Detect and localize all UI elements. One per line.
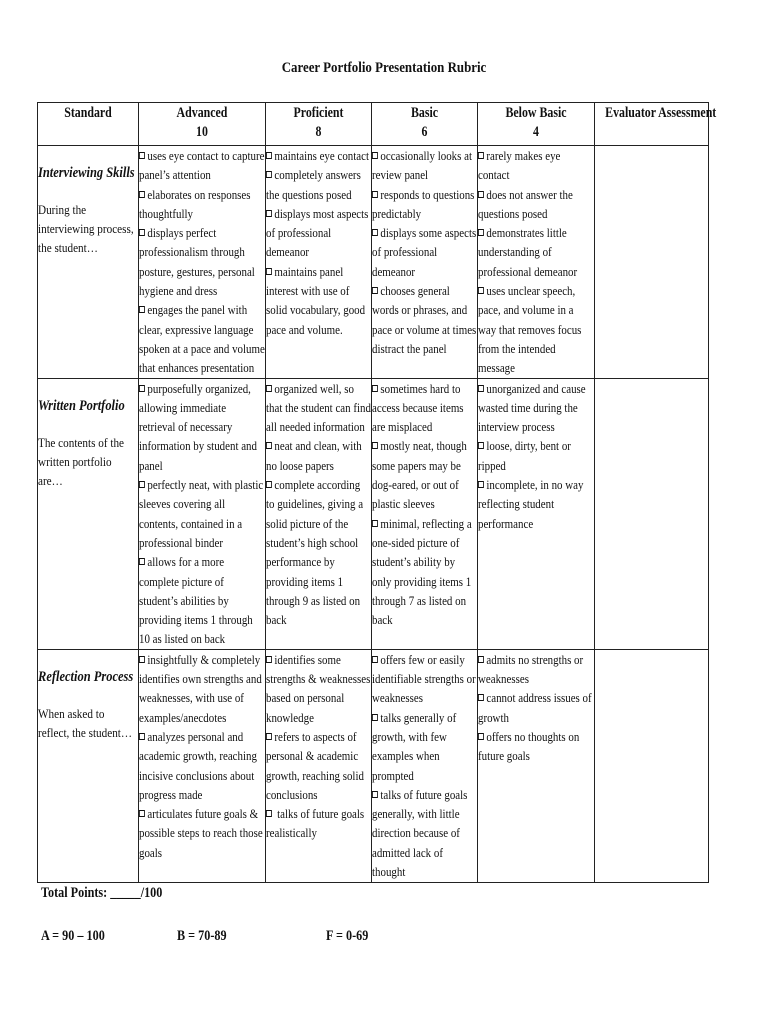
criterion-item (139, 146, 265, 185)
checkbox-icon (139, 656, 145, 663)
below-basic-criteria-cell (478, 378, 595, 649)
criterion-text: complete according to guidelines, giving a solid picture of the student’s high school performance by providing items 1 through 9 as listed on back (266, 477, 364, 628)
standard-title: Interviewing Skills (38, 165, 135, 181)
criterion-item (266, 650, 371, 727)
criterion-text: demonstrates little understanding of professional demeanor (478, 225, 578, 279)
criterion-text: displays some aspects of professional demeanor (372, 225, 477, 279)
checkbox-icon (139, 385, 145, 392)
criteria-list (478, 379, 594, 533)
checkbox-icon (372, 385, 378, 392)
advanced-criteria-cell (139, 649, 266, 882)
criterion-item (478, 223, 594, 281)
criterion-item (478, 281, 594, 377)
criteria-list (478, 146, 594, 378)
criterion-item (139, 185, 265, 224)
criteria-list (372, 650, 477, 882)
criterion-item (266, 804, 371, 843)
criterion-text: occasionally looks at review panel (372, 148, 472, 183)
criterion-item (372, 708, 477, 785)
criteria-list (139, 146, 265, 378)
criterion-item (139, 223, 265, 300)
criteria-list (372, 146, 477, 358)
checkbox-icon (372, 152, 378, 159)
standard-title: Written Portfolio (38, 397, 125, 414)
criterion-item (266, 204, 371, 262)
criterion-item (139, 727, 265, 804)
checkbox-icon (478, 481, 484, 488)
checkbox-icon (266, 268, 272, 275)
criterion-text: incomplete, in no way reflecting student performance (478, 477, 584, 531)
criterion-item (372, 379, 477, 437)
grade-b: B = 70-89 (177, 928, 227, 944)
criteria-list (478, 650, 594, 766)
criterion-text: offers few or easily identifiable strengths or weaknesses (372, 651, 476, 706)
checkbox-icon (372, 287, 378, 294)
row-reflection-process (38, 649, 709, 882)
checkbox-icon (266, 810, 272, 817)
criterion-item (372, 436, 477, 513)
criterion-text: articulates future goals & possible steps to reach those goals (139, 806, 263, 860)
checkbox-icon (266, 152, 272, 159)
criterion-item (372, 185, 477, 224)
criterion-item (372, 785, 477, 881)
proficient-criteria-cell (266, 378, 372, 649)
checkbox-icon (266, 385, 272, 392)
criterion-text: identifies some strengths & weaknesses based on personal knowledge (266, 651, 371, 725)
criterion-text: responds to questions predictably (372, 186, 475, 221)
checkbox-icon (139, 810, 145, 817)
row-written-portfolio (38, 378, 709, 649)
header-evaluator-assessment: Evaluator Assessment (595, 103, 709, 146)
row-interviewing-skills (38, 146, 709, 379)
criterion-text: loose, dirty, bent or ripped (478, 438, 571, 473)
criterion-item (478, 436, 594, 475)
rubric-table (37, 102, 717, 883)
criteria-list (372, 379, 477, 630)
criterion-text: does not answer the questions posed (478, 186, 573, 221)
criterion-text: organized well, so that the student can find all needed information (266, 380, 371, 435)
criterion-item (478, 727, 594, 766)
checkbox-icon (478, 656, 484, 663)
criterion-text: engages the panel with clear, expressive language spoken at a pace and volume that enhances presentation (139, 302, 265, 376)
criterion-item (478, 185, 594, 224)
criterion-item (478, 379, 594, 437)
criterion-item (478, 146, 594, 185)
criterion-text: uses eye contact to capture panel’s attention (139, 148, 265, 183)
standard-cell (38, 649, 139, 882)
standard-description: The contents of the written portfolio are… (38, 434, 124, 488)
checkbox-icon (372, 191, 378, 198)
checkbox-icon (478, 287, 484, 294)
checkbox-icon (478, 442, 484, 449)
criterion-item (266, 727, 371, 804)
standard-cell (38, 378, 139, 649)
checkbox-icon (372, 442, 378, 449)
criterion-text: elaborates on responses thoughtfully (139, 186, 251, 221)
checkbox-icon (372, 714, 378, 721)
checkbox-icon (139, 481, 145, 488)
criterion-item (372, 146, 477, 185)
header-proficient: Proficient 8 (266, 103, 372, 146)
criterion-item (266, 262, 371, 339)
criteria-list (139, 379, 265, 649)
checkbox-icon (139, 306, 145, 313)
document-title: Career Portfolio Presentation Rubric (281, 60, 487, 76)
total-points: Total Points: _____/100 (41, 885, 163, 901)
criterion-text: minimal, reflecting a one-sided picture of student’s ability by only providing items 1 through 7 as listed on back (372, 515, 472, 628)
criterion-item (266, 146, 371, 165)
criterion-item (266, 165, 371, 204)
checkbox-icon (266, 442, 272, 449)
criterion-item (266, 475, 371, 629)
basic-criteria-cell (372, 649, 478, 882)
header-row (38, 103, 709, 146)
checkbox-icon (372, 656, 378, 663)
criterion-text: insightfully & completely identifies own strengths and weaknesses, with use of examples/anecdotes (139, 651, 262, 725)
criterion-text: neat and clean, with no loose papers (266, 438, 362, 473)
checkbox-icon (266, 171, 272, 178)
below-basic-criteria-cell (478, 649, 595, 882)
advanced-criteria-cell (139, 378, 266, 649)
basic-criteria-cell (372, 146, 478, 379)
criterion-text: unorganized and cause wasted time during the interview process (478, 380, 586, 435)
below-basic-criteria-cell (478, 146, 595, 379)
proficient-criteria-cell (266, 649, 372, 882)
criteria-list (266, 650, 371, 843)
criterion-item (139, 475, 265, 552)
criterion-text: talks of future goals realistically (266, 806, 365, 841)
grade-a: A = 90 – 100 (41, 928, 105, 944)
criterion-text: displays most aspects of professional demeanor (266, 205, 369, 260)
checkbox-icon (139, 733, 145, 740)
header-standard: Standard (38, 103, 139, 146)
checkbox-icon (266, 656, 272, 663)
criterion-text: uses unclear speech, pace, and volume in a way that removes focus from the intended message (478, 283, 582, 376)
criteria-list (139, 650, 265, 862)
criterion-text: rarely makes eye contact (478, 148, 561, 183)
criterion-text: talks of future goals generally, with little direction because of admitted lack of thought (372, 786, 468, 879)
checkbox-icon (372, 520, 378, 527)
criterion-text: allows for a more complete picture of student’s abilities by providing items 1 through 10 as listed on back (139, 554, 253, 647)
checkbox-icon (139, 152, 145, 159)
proficient-criteria-cell (266, 146, 372, 379)
criterion-text: displays perfect professionalism through posture, gestures, personal hygiene and dress (139, 225, 255, 299)
criterion-text: completely answers the questions posed (266, 167, 361, 202)
criterion-text: purposefully organized, allowing immediate retrieval of necessary information by student and panel (139, 380, 257, 473)
evaluator-assessment-cell[interactable] (595, 378, 709, 649)
checkbox-icon (478, 694, 484, 701)
grade-f: F = 0-69 (326, 928, 369, 944)
standard-cell (38, 146, 139, 379)
criteria-list (266, 379, 371, 630)
basic-criteria-cell (372, 378, 478, 649)
checkbox-icon (478, 229, 484, 236)
criterion-text: offers no thoughts on future goals (478, 728, 580, 764)
criterion-text: maintains panel interest with use of solid vocabulary, good pace and volume. (266, 263, 366, 337)
criterion-text: analyzes personal and academic growth, reaching incisive conclusions about progress made (139, 728, 257, 802)
checkbox-icon (266, 733, 272, 740)
criterion-item (478, 688, 594, 727)
criterion-item (266, 436, 371, 475)
checkbox-icon (266, 210, 272, 217)
criterion-text: admits no strengths or weaknesses (478, 651, 584, 687)
checkbox-icon (478, 385, 484, 392)
criterion-item (139, 650, 265, 727)
evaluator-assessment-cell[interactable] (595, 146, 709, 379)
criterion-text: chooses general words or phrases, and pace or volume at times distract the panel (372, 283, 477, 356)
criterion-item (139, 552, 265, 648)
standard-title: Reflection Process (38, 668, 134, 685)
criteria-list (266, 146, 371, 339)
checkbox-icon (478, 152, 484, 159)
criterion-item (478, 650, 594, 689)
checkbox-icon (139, 558, 145, 565)
criterion-text: cannot address issues of growth (478, 690, 592, 725)
criterion-item (139, 804, 265, 862)
criterion-item (372, 650, 477, 708)
criterion-item (266, 379, 371, 437)
criterion-item (372, 281, 477, 358)
criterion-item (139, 379, 265, 475)
checkbox-icon (139, 229, 145, 236)
criterion-item (372, 514, 477, 630)
criterion-item (372, 223, 477, 281)
criterion-text: talks generally of growth, with few examples when prompted (372, 709, 457, 783)
criterion-text: mostly neat, though some papers may be dog-eared, or out of plastic sleeves (372, 438, 467, 512)
criterion-text: refers to aspects of personal & academic growth, reaching solid conclusions (266, 728, 364, 802)
evaluator-assessment-cell[interactable] (595, 649, 709, 882)
header-below-basic: Below Basic 4 (478, 103, 595, 146)
checkbox-icon (372, 791, 378, 798)
criterion-text: sometimes hard to access because items are misplaced (372, 380, 464, 435)
criterion-text: maintains eye contact (274, 148, 370, 163)
checkbox-icon (478, 733, 484, 740)
header-advanced: Advanced 10 (139, 103, 266, 146)
checkbox-icon (139, 191, 145, 198)
checkbox-icon (478, 191, 484, 198)
standard-description: During the interviewing process, the student… (38, 202, 134, 255)
criterion-text: perfectly neat, with plastic sleeves covering all contents, contained in a professional binder (139, 477, 264, 550)
advanced-criteria-cell (139, 146, 266, 379)
criterion-item (139, 300, 265, 377)
checkbox-icon (266, 481, 272, 488)
standard-description: When asked to reflect, the student… (38, 705, 133, 740)
checkbox-icon (372, 229, 378, 236)
criterion-item (478, 475, 594, 533)
header-basic: Basic 6 (372, 103, 478, 146)
